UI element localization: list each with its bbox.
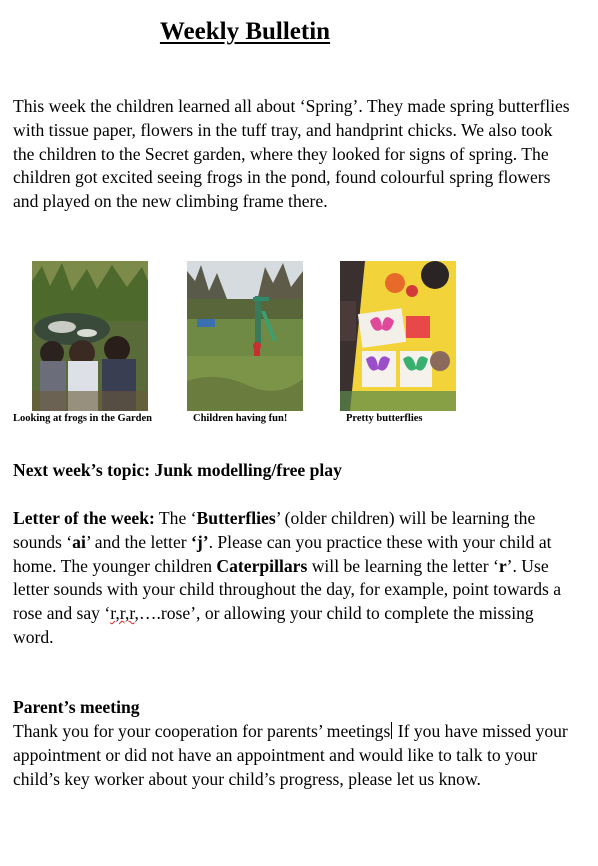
letter-text: ’ and the letter	[85, 531, 192, 552]
letter-heading: Letter of the week:	[13, 508, 155, 528]
photo-pretty-butterflies	[340, 261, 456, 411]
letter-text: ’. Use letter sounds with your child throughout the day, for example, point towards a rose and say ‘	[13, 555, 562, 624]
photo-frogs-in-garden	[32, 261, 148, 411]
letter-text: ,….rose’, or allowing your child to complete the missing word.	[13, 603, 534, 647]
parents-text: Thank you for your cooperation for parents’ meetings	[13, 721, 391, 741]
photo-caption: Looking at frogs in the Garden	[13, 413, 152, 424]
parents-meeting-heading: Parent’s meeting	[13, 697, 140, 717]
letter-text: . Please can you practice these with your child at home. The younger children	[13, 531, 552, 576]
photo-caption: Pretty butterflies	[346, 413, 423, 424]
photo-children-having-fun	[187, 261, 303, 411]
intro-paragraph: This week the children learned all about ‘Spring’. They made spring butterflies with tissue paper, flowers in the tuff tray, and handprint chicks. We also took the children to the Secret garden, where they looked for signs of spring. The children got excited seeing frogs in the pond, found colourful spring flowers and played on the new climbing frame there.	[13, 96, 570, 212]
letter-text: The ‘	[154, 508, 197, 528]
caterpillars-group: Caterpillars	[216, 555, 308, 576]
photo-caption: Children having fun!	[193, 413, 288, 424]
letter-r: r	[498, 555, 507, 576]
butterflies-group: Butterflies	[196, 508, 276, 528]
sound-ai: ai	[72, 531, 86, 552]
letter-of-the-week-paragraph	[13, 507, 573, 650]
next-week-topic: Next week’s topic: Junk modelling/free play	[13, 460, 342, 480]
letter-text: will be learning the letter ‘	[307, 555, 499, 576]
parents-text: If you have missed your appointment or did not have an appointment and would like to talk to your child’s key worker about your child’s progress, please let us know.	[13, 721, 568, 789]
spellcheck-word: r,r,r	[110, 603, 135, 624]
letter-j: ‘j’	[191, 531, 209, 552]
letter-text: ’ (older children) will be learning the sounds ‘	[13, 508, 536, 552]
bulletin-title: Weekly Bulletin	[159, 18, 331, 45]
parents-meeting-body	[13, 720, 573, 791]
